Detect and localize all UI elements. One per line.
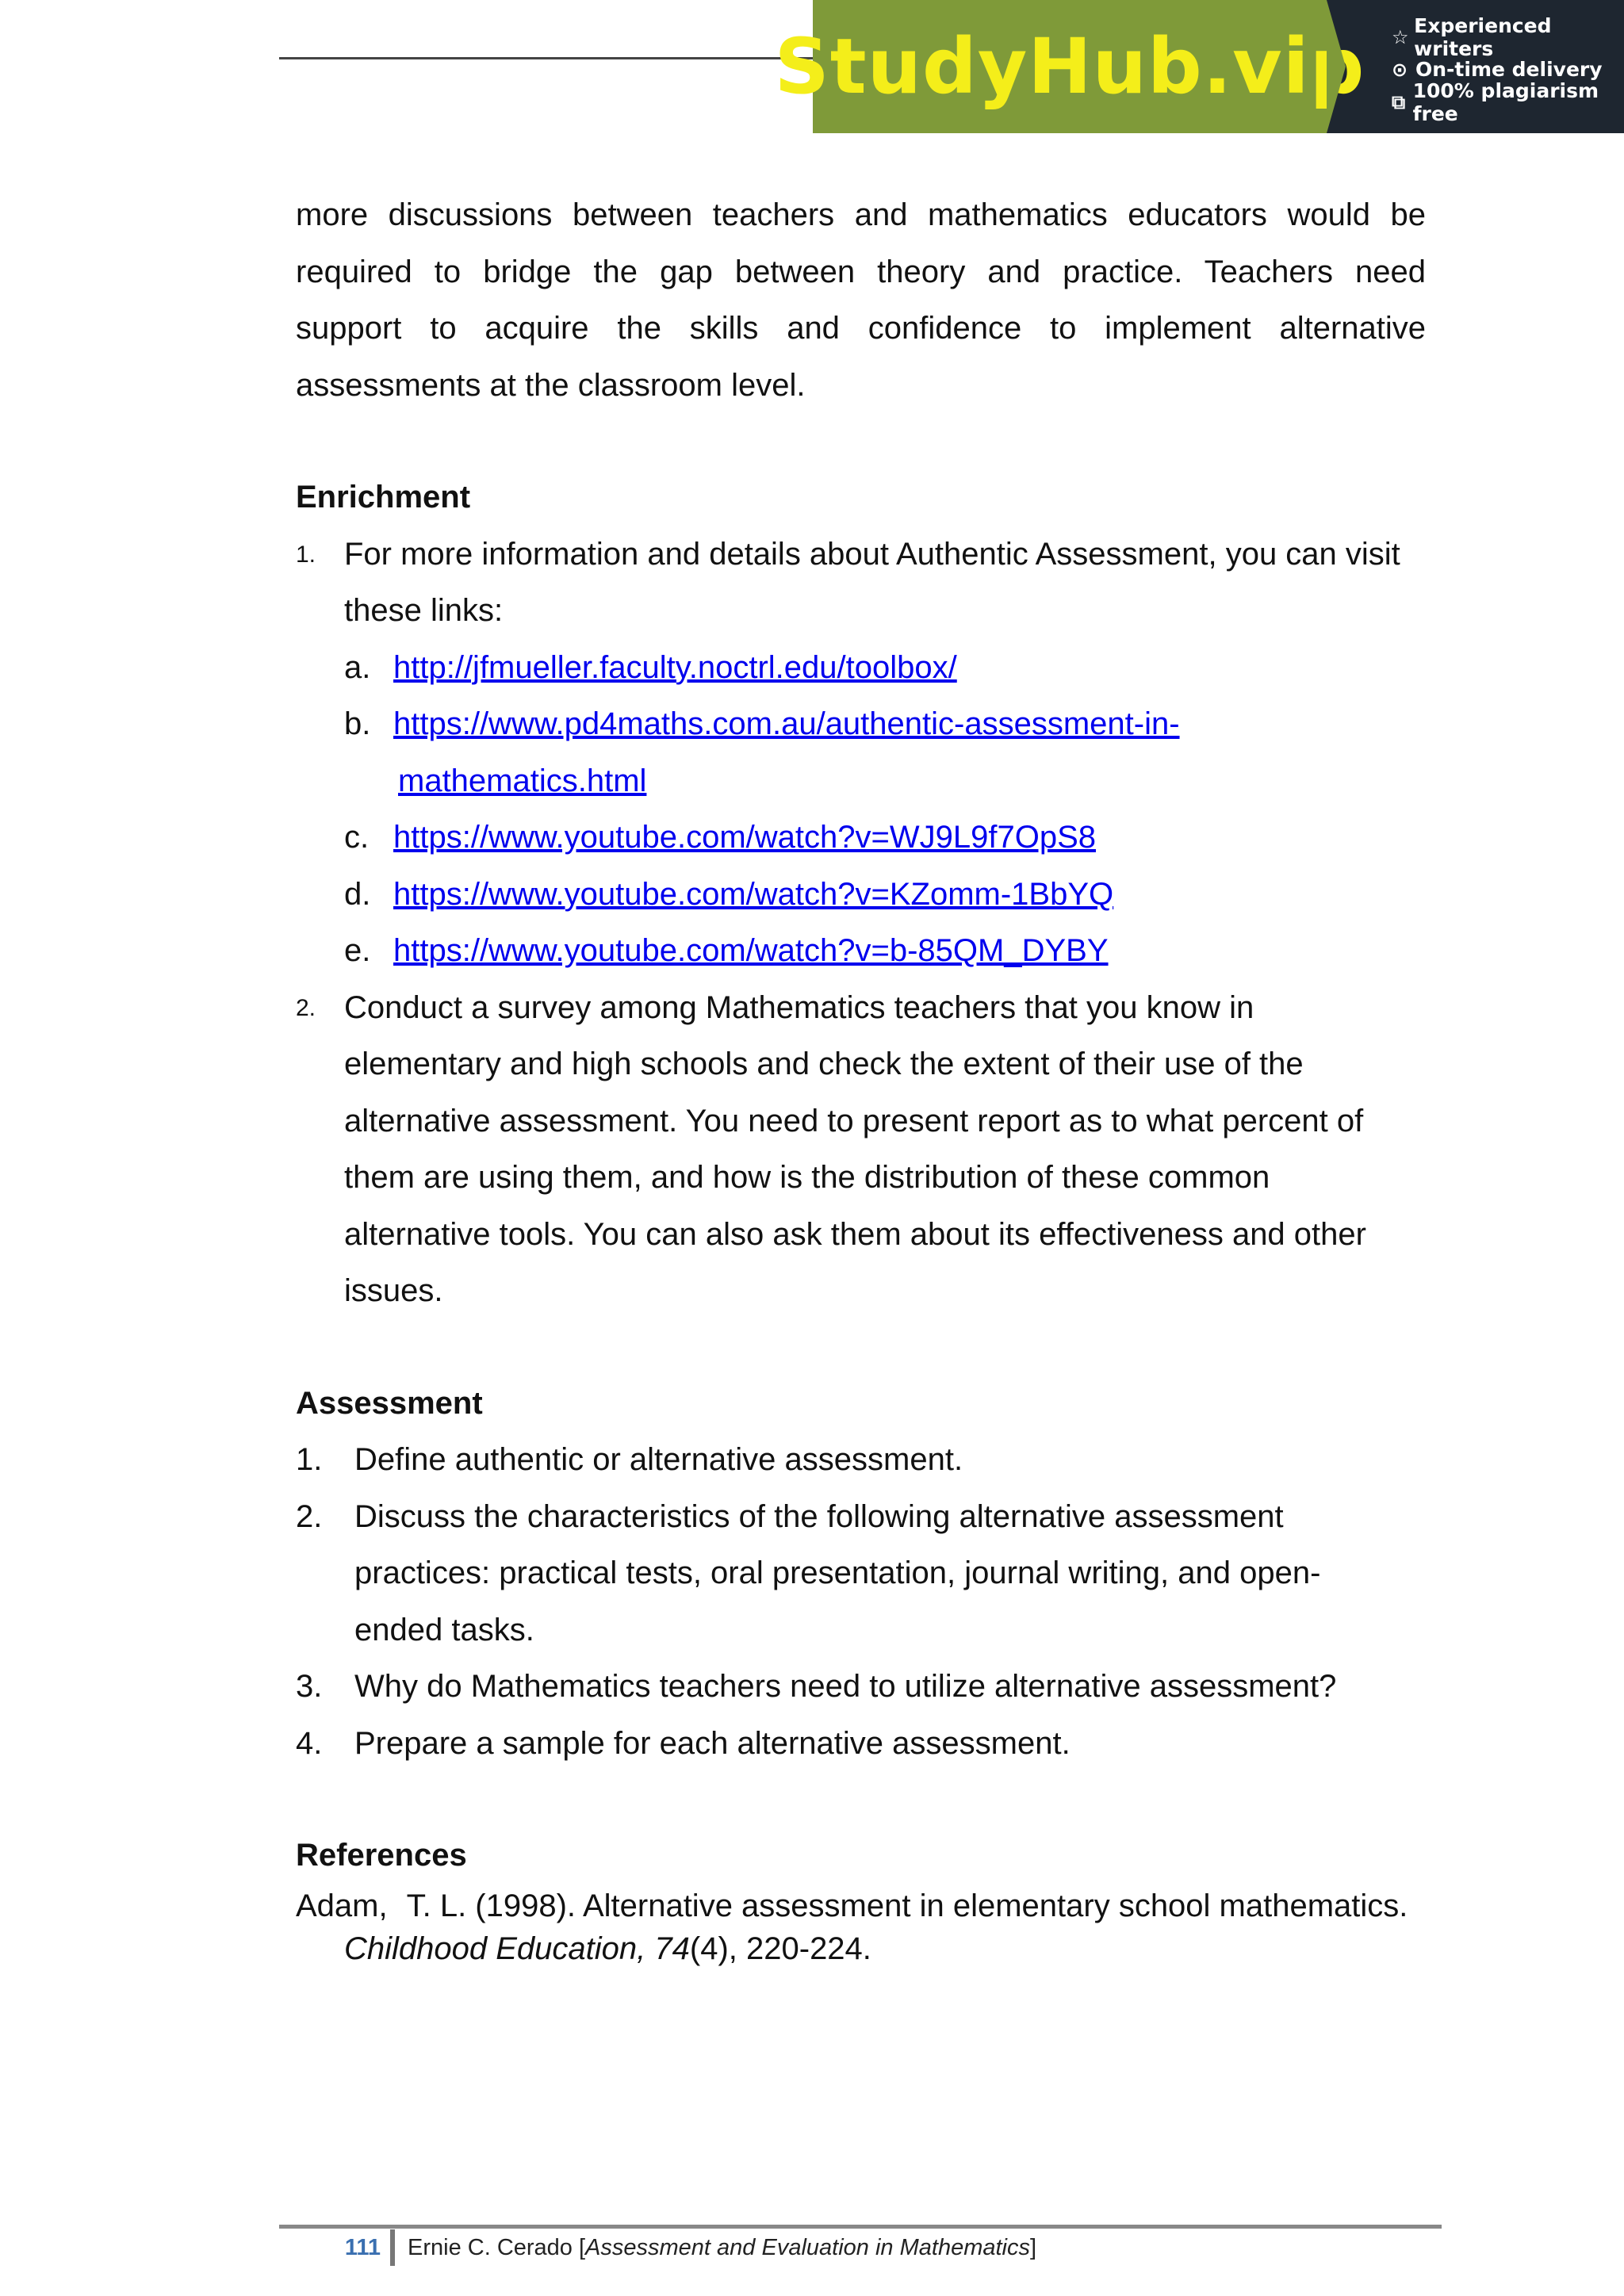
feature-label: On-time delivery bbox=[1415, 58, 1603, 81]
footer-book-title: Assessment and Evaluation in Mathematics bbox=[585, 2234, 1030, 2260]
enrichment-item-1 bbox=[296, 526, 1426, 640]
copy-icon: ⧉ bbox=[1392, 90, 1406, 113]
link-letter: a. bbox=[344, 649, 371, 685]
studyhub-banner[interactable] bbox=[774, 0, 1624, 133]
page-content bbox=[296, 187, 1426, 1970]
list-text: Conduct a survey among Mathematics teachers that you know in elementary and high schools and check the extent of their use of the alternative assessment. You need to present report as to what percent of them are using them, and how is the distribution of these common alternative tools. You can also ask them about its effectiveness and other issues. bbox=[344, 989, 1366, 1308]
link-item-d bbox=[344, 867, 1426, 924]
assessment-item-4 bbox=[296, 1716, 1426, 1773]
enrichment-heading: Enrichment bbox=[296, 480, 471, 515]
link-letter: e. bbox=[344, 933, 371, 968]
feature-experienced-writers bbox=[1392, 13, 1624, 60]
feature-label: Experienced writers bbox=[1414, 13, 1552, 60]
link-wrap bbox=[393, 696, 1426, 809]
assessment-item-2 bbox=[296, 1489, 1426, 1659]
link-youtube-3[interactable]: https://www.youtube.com/watch?v=b-85QM_DYBY bbox=[393, 933, 1109, 968]
link-pd4maths[interactable]: https://www.pd4maths.com.au/authentic-assessment-in- bbox=[393, 706, 1180, 741]
star-icon: ☆ bbox=[1392, 25, 1409, 48]
footer-rule bbox=[279, 2225, 1442, 2229]
list-number: 2. bbox=[296, 994, 316, 1021]
intro-line: assessments at the classroom level. bbox=[296, 367, 806, 403]
top-rule bbox=[279, 57, 818, 59]
ref-journal: Childhood Education, 74 bbox=[344, 1931, 690, 1966]
studyhub-logo[interactable]: StudyHub.vip bbox=[774, 22, 1365, 111]
list-number: 4. bbox=[296, 1725, 323, 1761]
list-number: 1. bbox=[296, 541, 316, 568]
list-text: Discuss the characteristics of the following alternative assessment practices: practical tests, oral presentation, journal writing, and open-ended tasks. bbox=[354, 1498, 1321, 1647]
link-youtube-1[interactable]: https://www.youtube.com/watch?v=WJ9L9f7OpS8 bbox=[393, 820, 1096, 855]
intro-line: support to acquire the skills and confidence to implement alternative bbox=[296, 311, 1426, 346]
footer-credit bbox=[408, 2235, 1036, 2261]
list-text: Prepare a sample for each alternative assessment. bbox=[354, 1725, 1071, 1761]
link-item-b bbox=[344, 696, 1426, 809]
link-letter: c. bbox=[344, 820, 370, 855]
clock-icon: ⊙ bbox=[1392, 58, 1408, 81]
intro-line: more discussions between teachers and mathematics educators would be bbox=[296, 197, 1426, 232]
feature-label: 100% plagiarism free bbox=[1412, 78, 1599, 125]
footer-close: ] bbox=[1030, 2234, 1037, 2260]
list-number: 1. bbox=[296, 1442, 323, 1477]
list-text: For more information and details about Authentic Assessment, you can visit these links: bbox=[344, 536, 1400, 628]
list-number: 2. bbox=[296, 1498, 323, 1534]
link-letter: b. bbox=[344, 706, 371, 741]
link-pd4maths-continued[interactable]: mathematics.html bbox=[398, 763, 647, 798]
ref-author: Adam, bbox=[296, 1888, 388, 1923]
page-footer bbox=[279, 2229, 1036, 2266]
enrichment-item-2 bbox=[296, 980, 1426, 1320]
assessment-item-1 bbox=[296, 1432, 1426, 1489]
link-jfmueller[interactable]: http://jfmueller.faculty.noctrl.edu/toolbox/ bbox=[393, 649, 957, 685]
link-item-c bbox=[344, 809, 1426, 867]
link-item-a bbox=[344, 640, 1426, 697]
logo-panel[interactable] bbox=[774, 0, 1365, 133]
feature-list bbox=[1327, 0, 1624, 133]
ref-body: T. L. (1998). Alternative assessment in elementary school mathematics. bbox=[406, 1888, 1408, 1923]
intro-line: required to bridge the gap between theory and practice. Teachers need bbox=[296, 254, 1426, 289]
link-youtube-2[interactable]: https://www.youtube.com/watch?v=KZomm-1BbYQ bbox=[393, 876, 1114, 912]
link-item-e bbox=[344, 923, 1426, 980]
footer-author: Ernie C. Cerado [ bbox=[408, 2234, 586, 2260]
intro-paragraph bbox=[296, 187, 1426, 414]
footer-divider bbox=[390, 2229, 395, 2266]
ref-issue: (4), 220-224. bbox=[689, 1931, 871, 1966]
assessment-heading: Assessment bbox=[296, 1385, 483, 1421]
list-number: 3. bbox=[296, 1669, 323, 1704]
reference-entry bbox=[296, 1885, 1426, 1970]
link-letter: d. bbox=[344, 876, 371, 912]
assessment-item-3 bbox=[296, 1659, 1426, 1716]
feature-plagiarism-free bbox=[1392, 78, 1624, 125]
list-text: Define authentic or alternative assessment. bbox=[354, 1442, 963, 1477]
list-text: Why do Mathematics teachers need to utilize alternative assessment? bbox=[354, 1669, 1337, 1704]
references-heading: References bbox=[296, 1838, 467, 1873]
page-number: 111 bbox=[344, 2234, 381, 2260]
